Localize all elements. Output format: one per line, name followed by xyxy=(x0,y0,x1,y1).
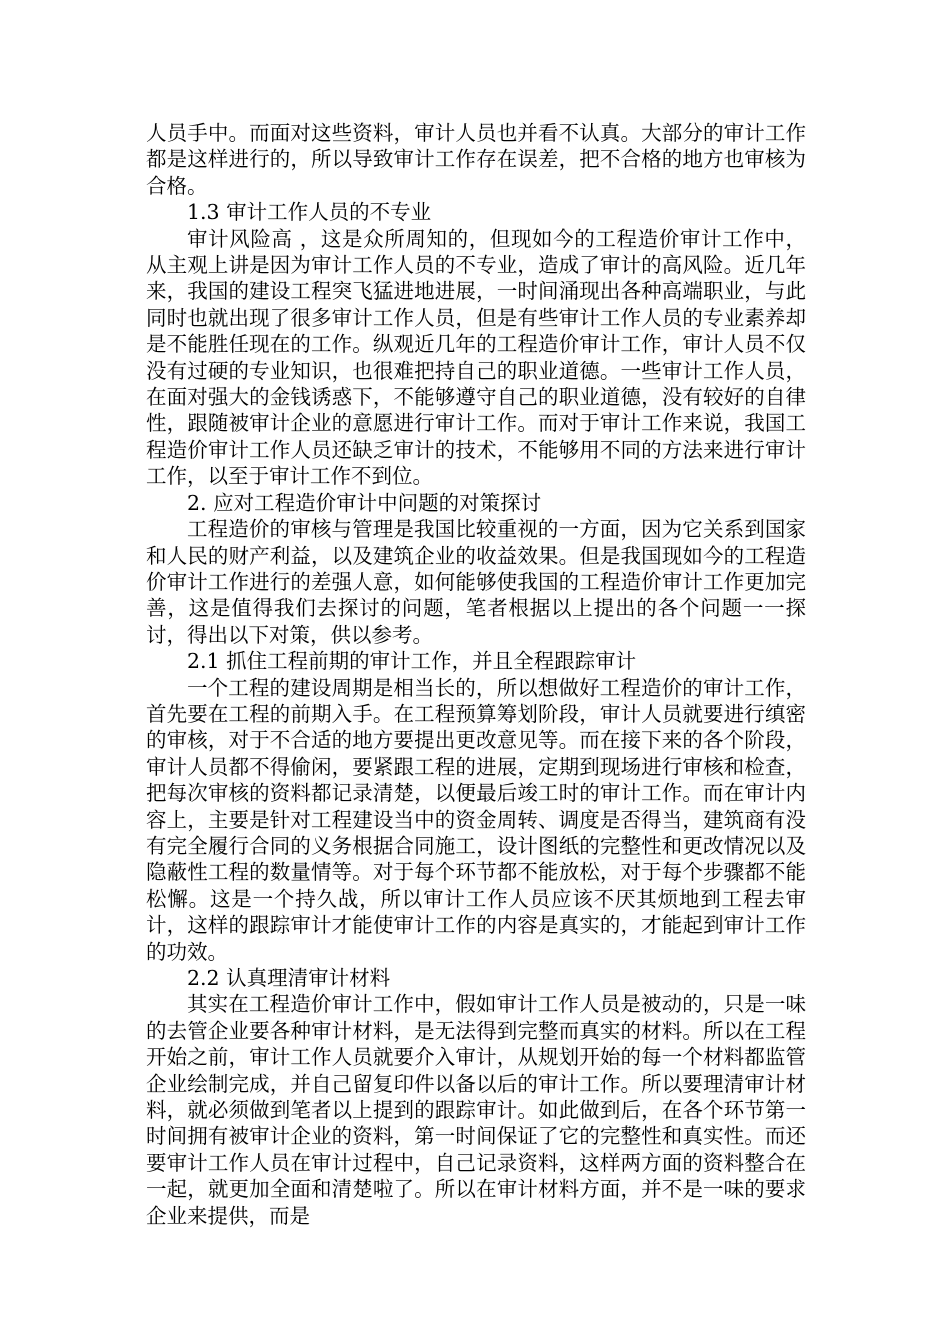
paragraph-early-stage-audit: 一个工程的建设周期是相当长的，所以想做好工程造价的审计工作，首先要在工程的前期入手。在工程预算筹划阶段，审计人员就要进行缜密的审核，对于不合适的地方要提出更改意见等。而在接下来的各个阶段，审计人员都不得偷闲，要紧跟工程的进展，定期到现场进行审核和检查，把每次审核的资料都记录清楚，以便最后竣工时的审计工作。而在审计内容上，主要是针对工程建设当中的资金周转、调度是否得当，建筑商有没有完全履行合同的义务根据合同施工，设计图纸的完整性和更改情况以及隐蔽性工程的数量情等。对于每个环节都不能放松，对于每个步骤都不能松懈。这是一个持久战，所以审计工作人员应该不厌其烦地到工程去审计，这样的跟踪审计才能使审计工作的内容是真实的，才能起到审计工作的功效。 xyxy=(146,675,806,964)
section-heading-2-2: 2.2 认真理清审计材料 xyxy=(187,966,391,990)
paragraph-unprofessional-auditors: 审计风险高 ，这是众所周知的，但现如今的工程造价审计工作中，从主观上讲是因为审计工作人员的不专业，造成了审计的高风险。近几年来，我国的建设工程突飞猛进地进展，一时间涌现出各种高端职业，与此同时也就出现了很多审计工作人员，但是有些审计工作人员的专业素养却是不能胜任现在的工作。纵观近几年的工程造价审计工作，审计人员不仅没有过硬的专业知识，也很难把持自己的职业道德。一些审计工作人员，在面对强大的金钱诱惑下，不能够遵守自己的职业道德，没有较好的自律性，跟随被审计企业的意愿进行审计工作。而对于审计工作来说，我国工程造价审计工作人员还缺乏审计的技术，不能够用不同的方法来进行审计工作，以至于审计工作不到位。 xyxy=(146,226,806,489)
paragraph-countermeasures-intro: 工程造价的审核与管理是我国比较重视的一方面，因为它关系到国家和人民的财产利益，以及建筑企业的收益效果。但是我国现如今的工程造价审计工作进行的差强人意，如何能够使我国的工程造价审计工作更加完善，这是值得我们去探讨的问题，笔者根据以上提出的各个问题一一探讨，得出以下对策，供以参考。 xyxy=(146,517,806,647)
paragraph-continuation: 人员手中。而面对这些资料，审计人员也并看不认真。大部分的审计工作都是这样进行的，所以导致审计工作存在误差，把不合格的地方也审核为合格。 xyxy=(146,121,806,198)
section-heading-2-1: 2.1 抓住工程前期的审计工作，并且全程跟踪审计 xyxy=(187,649,637,674)
section-heading-2: 2. 应对工程造价审计中问题的对策探讨 xyxy=(187,490,542,515)
document-page xyxy=(146,120,806,1229)
paragraph-audit-materials: 其实在工程造价审计工作中，假如审计工作人员是被动的，只是一味的去管企业要各种审计材料，是无法得到完整而真实的材料。所以在工程开始之前，审计工作人员就要介入审计，从规划开始的每一个材料都监管企业绘制完成，并自己留复印件以备以后的审计工作。所以要理清审计材料，就必须做到笔者以上提到的跟踪审计。如此做到后，在各个环节第一时间拥有被审计企业的资料，第一时间保证了它的完整性和真实性。而还要审计工作人员在审计过程中，自己记录资料，这样两方面的资料整合在一起，就更加全面和清楚啦了。所以在审计材料方面，并不是一味的要求企业来提供，而是 xyxy=(146,992,806,1228)
section-heading-1-3: 1.3 审计工作人员的不专业 xyxy=(187,200,432,225)
